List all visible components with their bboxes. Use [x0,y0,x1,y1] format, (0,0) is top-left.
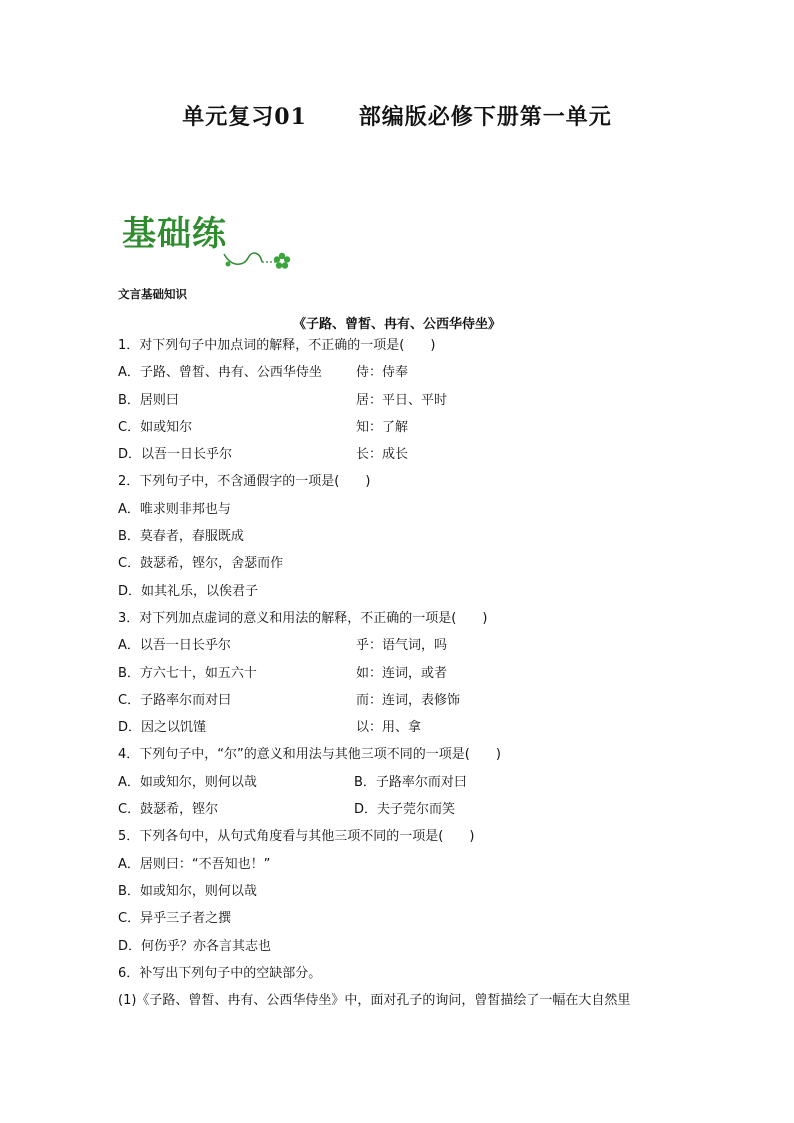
option-sentence: C．鼓瑟希，铿尔，舍瑟而作 [118,556,284,572]
logo [122,214,227,254]
question-2 [118,475,718,502]
option-sentence: B．居则曰 [118,392,179,408]
question-text: 5．下列各句中，从句式角度看与其他三项不同的一项是( ) [118,829,475,845]
option-explanation: 以：用、拿 [356,720,422,736]
option-explanation: 如：连词，或者 [356,665,448,681]
option-row [118,694,718,721]
option-explanation: 乎：语气词，吗 [356,638,448,654]
page-title: 单元复习01 部编版必修下册第一单元 [182,104,612,130]
option-explanation: 侍：侍奉 [356,365,409,381]
question-4 [118,748,718,775]
question-text: 3．对下列加点虚词的意义和用法的解释，不正确的一项是( ) [118,610,488,626]
question-6 [118,967,718,994]
option-explanation: 知：了解 [356,419,409,435]
logo-text: 基础练 [122,214,227,254]
option-sentence: D．何伤乎？亦各言其志也 [118,938,272,954]
sub-question [118,994,718,1021]
option-row [118,394,718,421]
question-text: 1．对下列句子中加点词的解释，不正确的一项是( ) [118,338,436,353]
passage-title: 《子路、曾皙、冉有、公西华侍坐》 [292,317,501,332]
option-row [118,721,718,748]
option-row [118,585,718,612]
option-row [118,530,718,557]
option-sentence: B．子路率尔而对曰 [354,774,467,790]
option-sentence: A．唯求则非邦也与 [118,501,231,517]
option-sentence: A．以吾一日长乎尔 [118,638,231,654]
option-sentence: B．方六七十，如五六十 [118,665,257,681]
option-sentence: D．以吾一日长乎尔 [118,447,233,463]
option-explanation: 而：连词，表修饰 [356,692,461,708]
option-row [118,667,718,694]
question-text: 6．补写出下列句子中的空缺部分。 [118,965,322,981]
option-sentence: C．异乎三子者之撰 [118,911,232,927]
question-list [118,339,718,1021]
sub-question-text: (1)《子路、曾皙、冉有、公西华侍坐》中，面对孔子的询问，曾皙描绘了一幅在大自然里 [118,993,631,1009]
question-3 [118,612,718,639]
option-row [118,912,718,939]
option-row [118,803,718,830]
option-row [118,940,718,967]
question-text: 2．下列句子中，不含通假字的一项是( ) [118,474,371,490]
option-sentence: D．夫子莞尔而笑 [354,802,456,818]
option-row [118,503,718,530]
flower-vine-icon [222,244,292,272]
option-sentence: A．居则曰：“不吾知也！” [118,856,271,872]
option-sentence: C．鼓瑟希，铿尔 [118,802,219,818]
option-row [118,858,718,885]
section-heading: 文言基础知识 [118,287,187,301]
question-text: 4．下列句子中，“尔”的意义和用法与其他三项不同的一项是( ) [118,747,501,763]
option-sentence: C．子路率尔而对曰 [118,692,232,708]
question-5 [118,830,718,857]
option-row [118,448,718,475]
option-sentence: A．如或知尔，则何以哉 [118,774,257,790]
option-row [118,366,718,393]
option-sentence: C．如或知尔 [118,419,193,435]
question-1 [118,339,718,366]
option-row [118,421,718,448]
option-sentence: A．子路、曾皙、冉有、公西华侍坐 [118,365,322,381]
option-row [118,557,718,584]
option-sentence: B．莫春者，春服既成 [118,529,244,545]
option-row [118,885,718,912]
option-sentence: D．如其礼乐，以俟君子 [118,583,259,599]
option-row [118,776,718,803]
option-explanation: 居：平日、平时 [356,392,448,408]
option-sentence: B．如或知尔，则何以哉 [118,883,257,899]
option-row [118,639,718,666]
option-explanation: 长：成长 [356,447,409,463]
option-sentence: D．因之以饥馑 [118,720,207,736]
